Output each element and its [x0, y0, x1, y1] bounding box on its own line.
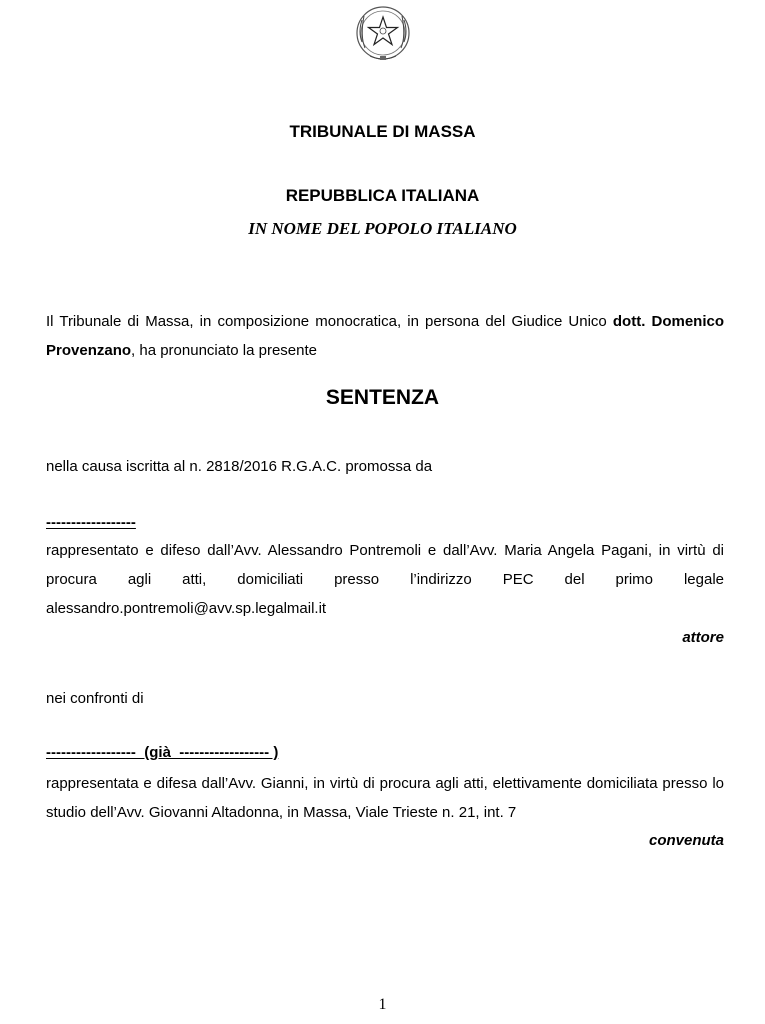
defendant-representation: rappresentata e difesa dall’Avv. Gianni, in virtù di procura agli atti, elettivamente domiciliata presso lo studio dell’Avv. Giovanni Altadonna, in Massa, Viale Trieste n. 21, int. 7 [46, 775, 724, 821]
against-line: nei confronti di [46, 690, 144, 707]
defendant-name: ------------------ (già ------------------ ) [46, 744, 279, 761]
plaintiff-name: ------------------ [46, 514, 136, 531]
document-type-title: SENTENZA [325, 386, 440, 409]
intro-text-before: Il Tribunale di Massa, in composizione monocratica, in persona del Giudice Unico [46, 313, 613, 330]
intro-text-after: , ha pronunciato la presente [131, 342, 317, 359]
case-line: nella causa iscritta al n. 2818/2016 R.G.A.C. promossa da [46, 458, 433, 475]
page-number: 1 [378, 996, 387, 1013]
defendant-role: convenuta [648, 832, 724, 849]
plaintiff-representation: rappresentato e difeso dall’Avv. Alessandro Pontremoli e dall’Avv. Maria Angela Pagani, in virtù di procura agli atti, domiciliati presso l’indirizzo PEC del primo legale alessandro.pontremoli@avv.sp.legalmail.it [46, 542, 724, 617]
intro-paragraph [46, 307, 724, 365]
italian-republic-emblem-icon [352, 2, 414, 64]
court-title: TRIBUNALE DI MASSA [289, 122, 476, 141]
judge-name: dott. Domenico Provenzano [46, 313, 724, 359]
plaintiff-role: attore [682, 629, 724, 646]
in-name-of-people: IN NOME DEL POPOLO ITALIANO [248, 219, 517, 238]
republic-title: REPUBBLICA ITALIANA [285, 186, 480, 205]
